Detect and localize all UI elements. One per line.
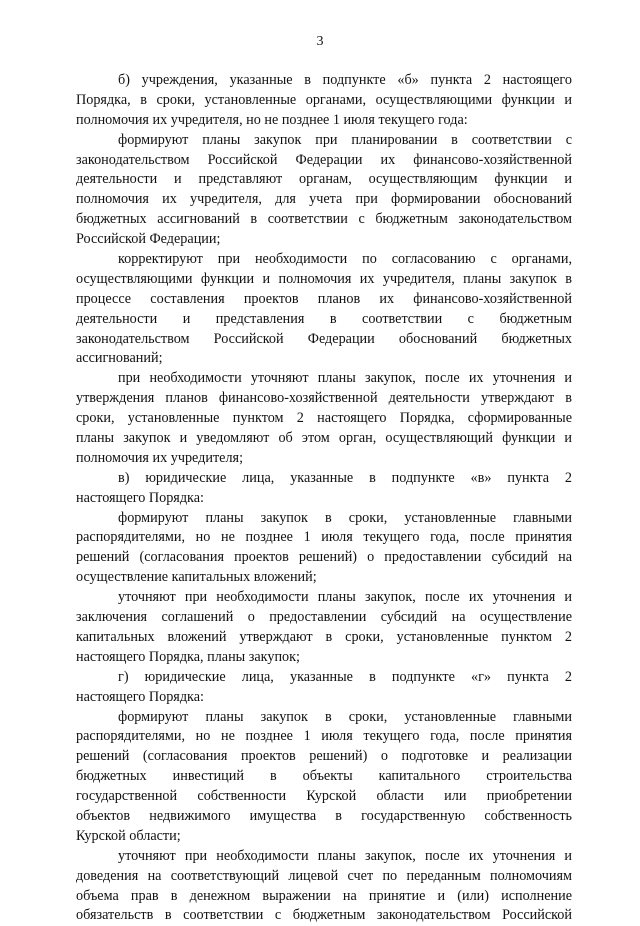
text-line: капитальных вложений утверждают в сроки, установленные пунктом 2 [76,628,572,645]
text-line: сроки, установленные пунктом 2 настоящего Порядка, сформированные [76,410,572,427]
text-line: государственной собственности Курской области или приобретении [76,788,572,805]
text-line: бюджетных инвестиций в объекты капитального строительства [76,768,572,785]
text-line: законодательством Российской Федерации обоснований бюджетных [76,330,572,347]
paragraph [76,469,572,509]
text-line: обязательств в соответствии с бюджетным законодательством Российской [76,907,572,924]
text-line: решений (согласования проектов решений) о предоставлении субсидий на [76,549,572,566]
text-line: объема прав в денежном выражении на принятие и (или) исполнение [76,887,572,904]
text-line: осуществляющими функции и полномочия их учредителя, планы закупок в [76,270,572,287]
text-line: заключения соглашений о предоставлении субсидий на осуществление [76,609,572,626]
paragraph [76,250,572,369]
text-line: утверждения планов финансово-хозяйственной деятельности утверждают в [76,390,572,407]
text-line: полномочия их учредителя, для учета при формировании обоснований [76,191,572,208]
text-line: уточняют при необходимости планы закупок, после их уточнения и [118,847,572,864]
paragraph [76,71,572,131]
paragraph [76,668,572,708]
text-line: деятельности и представляют органам, осуществляющим функции и [76,171,572,188]
text-line: законодательством Российской Федерации их финансово-хозяйственной [76,151,572,168]
text-line: уточняют при необходимости планы закупок, после их уточнения и [118,589,572,606]
text-line: Российской Федерации; [76,231,221,248]
paragraph [76,708,572,847]
text-line: планы закупок и уведомляют об этом орган, осуществляющий функции и [76,430,572,447]
text-line: формируют планы закупок в сроки, установленные главными [118,509,572,526]
text-line: деятельности и представления в соответствии с бюджетным [76,310,572,327]
text-line: распорядителями, но не позднее 1 июля текущего года, после принятия [76,728,572,745]
text-line: настоящего Порядка: [76,688,204,705]
text-line: настоящего Порядка, планы закупок; [76,648,300,665]
text-line: г) юридические лица, указанные в подпункте «г» пункта 2 [118,668,572,685]
text-line: формируют планы закупок при планировании в соответствии с [118,131,572,148]
paragraph [76,847,572,926]
text-line: бюджетных ассигнований в соответствии с бюджетным законодательством [76,211,572,228]
text-line: полномочия их учредителя; [76,449,244,466]
paragraph [76,131,572,250]
text-line: доведения на соответствующий лицевой счет по переданным полномочиям [76,867,572,884]
text-line: процессе составления проектов планов их финансово-хозяйственной [76,290,572,307]
text-line: при необходимости уточняют планы закупок, после их уточнения и [118,370,572,387]
paragraph [76,509,572,589]
text-line: ассигнований; [76,350,163,367]
page-number: 3 [316,34,324,49]
text-line: Порядка, в сроки, установленные органами, осуществляющими функции и [76,91,572,108]
text-line: формируют планы закупок в сроки, установленные главными [118,708,572,725]
text-line: осуществление капитальных вложений; [76,569,317,586]
text-line: объектов недвижимого имущества в государственную собственность [76,807,572,824]
text-line: решений (согласования проектов решений) о подготовке и реализации [76,748,572,765]
text-line: настоящего Порядка: [76,489,204,506]
document-body [76,71,572,926]
text-line: б) учреждения, указанные в подпункте «б» пункта 2 настоящего [118,72,572,88]
text-line: в) юридические лица, указанные в подпункте «в» пункта 2 [118,469,572,486]
text-line: Курской области; [76,827,181,844]
paragraph [76,369,572,468]
paragraph [76,588,572,668]
text-line: распорядителями, но не позднее 1 июля текущего года, после принятия [76,529,572,546]
text-line: корректируют при необходимости по согласованию с органами, [118,251,572,268]
text-line: полномочия их учредителя, но не позднее 1 июля текущего года: [76,111,468,128]
